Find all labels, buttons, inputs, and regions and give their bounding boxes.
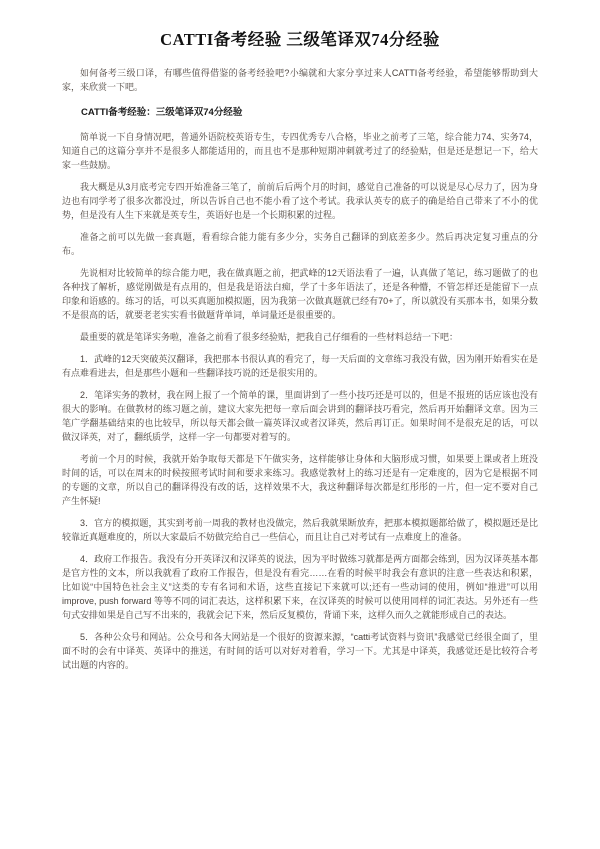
paragraph: 考前一个月的时候，我就开始争取每天都是下午做实务，这样能够让身体和大脑形成习惯，如果要上课或者上班没时间的话，可以在周末的时候按照考试时间和要求来练习。我感觉教材上的练习还是有一定难度的，因为它是根据不同的专题的文章，所以自己的翻译得没有改的话，这样效果不大，我这种翻译每次都是红彤彤的一片，但一定不要对自己产生怀疑! (62, 454, 538, 506)
list-item-paragraph-4: 4．政府工作报告。我没有分开英译汉和汉译英的说法，因为平时做练习就都是两方面都会练到，因为汉译英基本都是官方性的文本，所以我就看了政府工作报告，但是没有看完……在看的时候平时我会有意识的注意一些表达和积累，比如说“中国特色社会主义”这类的专有名词和术语，这些直接记下来就可以;还有一些动词的使用，例如“推进”可以用improve, push forward 等等不同的词汇表达，这样积累下来，在汉译英的时候可以使用同样的词汇表达。另外还有一些句式安排如果是自己写不出来的，我就会记下来，然后反复模仿，背诵下来，这样久而久之就能形成自己的表达。 (62, 554, 538, 620)
paragraph: 先说相对比较简单的综合能力吧，我在做真题之前，把武峰的12天语法看了一遍，认真做了笔记，练习题做了的也各种找了解析，感觉刚做是有点用的，但是我是语法白痴，学了十多年语法了，还是各种懵，不管怎样还是能留下一点印象和语感的。练习的话，可以买真题加模拟题，因为我第一次做真题就已经有70+了，所以就没有买那本书，如果分数不是很高的话，就要老老实实看书做题背单词，单词量还是很重要的。 (62, 268, 538, 320)
paragraph: 我大概是从3月底考完专四开始准备三笔了，前前后后两个月的时间，感觉自己准备的可以说是尽心尽力了，因为身边也有同学考了很多次都没过，所以告诉自己也不能小看了这个考试。我承认英专的底子的确是给自己带来了不小的优势，但是没有人生下来就是英专生，英语好也是一个长期积累的过程。 (62, 182, 538, 220)
paragraph: 最重要的就是笔译实务啦，准备之前看了很多经验贴，把我自己仔细看的一些材料总结一下吧： (80, 332, 459, 342)
list-item-paragraph-1: 1．武峰的12天突破英汉翻译，我把那本书很认真的看完了，每一天后面的文章练习我没有做，因为刚开始看实在是有点难看进去，但是那些小题和一些翻译技巧说的还是很实用的。 (62, 354, 538, 378)
intro-paragraph: 如何备考三级口译，有哪些值得借鉴的备考经验吧?小编就和大家分享过来人CATTI备考经验，希望能够帮助到大家，来欣赏一下吧。 (62, 68, 538, 92)
list-item-paragraph-3: 3．官方的模拟题，其实到考前一周我的教材也没做完，然后我就果断放弃，把那本模拟题都给做了，模拟题还是比较靠近真题难度的，所以大家最后不妨做完给自己一些信心，而且让自己对考试有一点难度上的准备。 (62, 518, 538, 542)
page-title: CATTI备考经验 三级笔译双74分经验 (160, 30, 440, 49)
paragraph: 简单说一下自身情况吧，普通外语院校英语专生，专四优秀专八合格，毕业之前考了三笔，综合能力74、实务74，知道自己的这篇分享并不是很多人都能适用的，而且也不是那种短期冲刺就考过了的经验贴，但是还是想记一下，给大家一些鼓励。 (62, 132, 538, 170)
paragraph: 准备之前可以先做一套真题，看看综合能力能有多少分，实务自己翻译的到底差多少。然后再决定复习重点的分布。 (62, 232, 538, 256)
list-item-paragraph-5: 5．各种公众号和网站。公众号和各大网站是一个很好的资源来源，“catti考试资料与资讯”我感觉已经很全面了，里面不时的会有中译英、英译中的推送，有时间的话可以对好对着看，学习一下。尤其是中译英，我感觉还是比较符合考试出题的内容的。 (62, 632, 538, 670)
section-heading: CATTI备考经验：三级笔译双74分经验 (81, 107, 243, 118)
list-item-paragraph-2: 2．笔译实务的教材，我在网上报了一个简单的课，里面讲到了一些小技巧还是可以的，但是不报班的话应该也没有很大的影响。在做教材的练习题之前，建议大家先把每一章后面会讲到的翻译技巧看完，然后再开始翻译文章。因为三笔广学翻基础结束的也比较早，所以每天都会做一篇英译汉或者汉译英，然后再订正。如果时间不是很充足的话，可以做汉译英，对了，翻纸质学，这样一字一句都要对着写的。 (62, 390, 538, 442)
spacer (62, 102, 538, 104)
